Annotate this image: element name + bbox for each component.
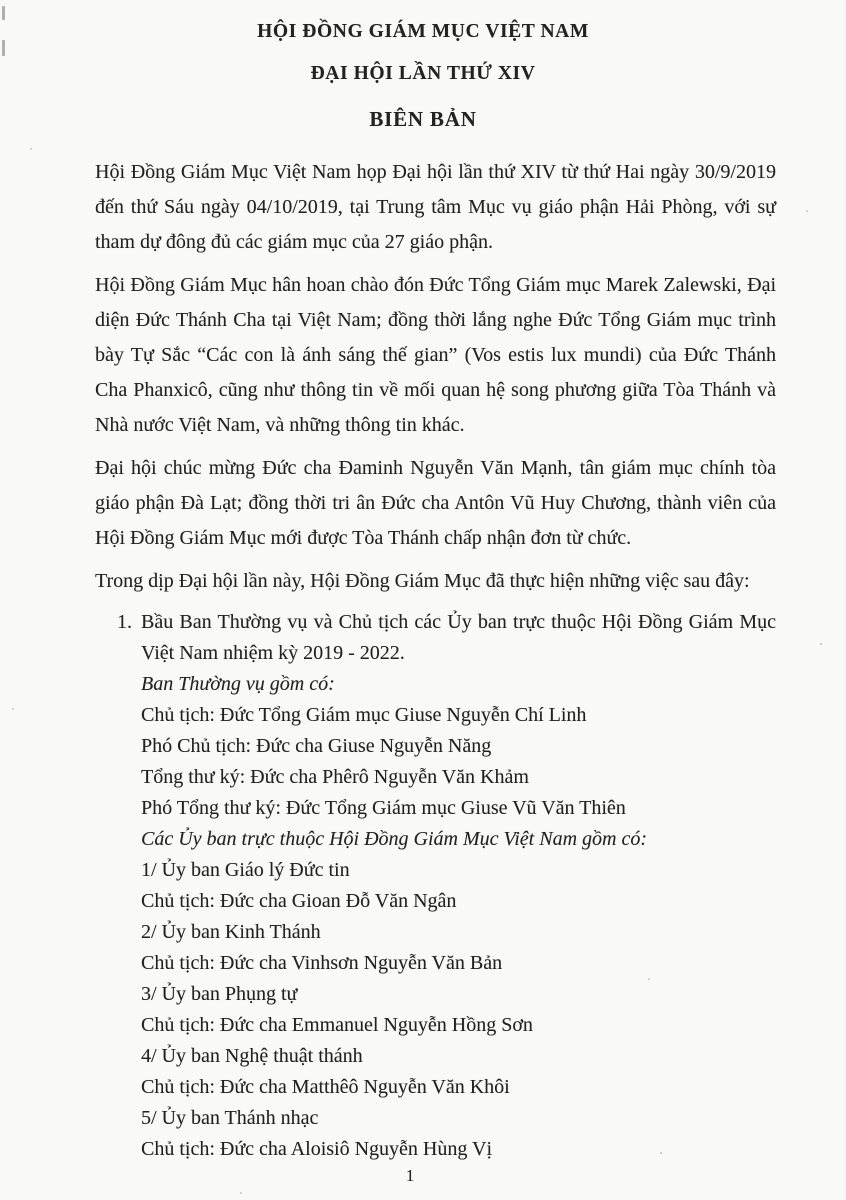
list-line: Chủ tịch: Đức cha Matthêô Nguyễn Văn Khôi xyxy=(141,1076,510,1098)
list-line: Chủ tịch: Đức cha Vinhsơn Nguyễn Văn Bản xyxy=(141,952,503,974)
scan-artifact xyxy=(648,978,650,980)
scan-artifact xyxy=(806,210,808,212)
paragraph-congratulations: Đại hội chúc mừng Đức cha Đaminh Nguyễn Văn Mạnh, tân giám mục chính tòa giáo phận Đà Lạt; đồng thời tri ân Đức cha Antôn Vũ Huy Chương, thành viên của Hội Đồng Giám Mục mới được Tòa Thánh chấp nhận đơn từ chức. xyxy=(95,457,776,549)
list-line: Các Ủy ban trực thuộc Hội Đồng Giám Mục Việt Nam gồm có: xyxy=(141,828,648,850)
list-line: Chủ tịch: Đức cha Aloisiô Nguyễn Hùng Vị xyxy=(141,1138,492,1160)
paragraph-meeting-info: Hội Đồng Giám Mục Việt Nam họp Đại hội lần thứ XIV từ thứ Hai ngày 30/9/2019 đến thứ Sáu ngày 04/10/2019, tại Trung tâm Mục vụ giáo phận Hải Phòng, với sự tham dự đông đủ các giám mục của 27 giáo phận. xyxy=(95,161,776,253)
scan-artifact xyxy=(820,643,822,645)
list-line: Chủ tịch: Đức cha Gioan Đỗ Văn Ngân xyxy=(141,890,457,912)
list-item-body xyxy=(141,607,776,1165)
list-line: 2/ Ủy ban Kinh Thánh xyxy=(141,921,321,943)
list-line: Chủ tịch: Đức cha Emmanuel Nguyễn Hồng Sơn xyxy=(141,1014,533,1036)
scan-artifact xyxy=(2,40,5,56)
assembly-title: ĐẠI HỘI LẦN THỨ XIV xyxy=(310,63,536,84)
agenda-list xyxy=(95,607,776,1165)
list-item-text: Bầu Ban Thường vụ và Chủ tịch các Ủy ban trực thuộc Hội Đồng Giám Mục Việt Nam nhiệm kỳ 2019 - 2022. xyxy=(141,611,776,664)
scan-artifact xyxy=(2,6,5,20)
list-item-number: 1. xyxy=(117,611,132,633)
committee-lines xyxy=(141,669,776,1165)
list-line: 4/ Ủy ban Nghệ thuật thánh xyxy=(141,1045,363,1067)
paragraph-agenda-intro: Trong dịp Đại hội lần này, Hội Đồng Giám Mục đã thực hiện những việc sau đây: xyxy=(95,570,750,592)
scan-artifact xyxy=(660,1152,662,1154)
list-line: Tổng thư ký: Đức cha Phêrô Nguyễn Văn Khảm xyxy=(141,766,529,788)
organization-title: HỘI ĐỒNG GIÁM MỤC VIỆT NAM xyxy=(257,21,589,42)
scan-artifact xyxy=(30,148,32,150)
list-line: 5/ Ủy ban Thánh nhạc xyxy=(141,1107,319,1129)
page-number: 1 xyxy=(405,1166,415,1185)
paragraph-welcome: Hội Đồng Giám Mục hân hoan chào đón Đức Tổng Giám mục Marek Zalewski, Đại diện Đức Thánh Cha tại Việt Nam; đồng thời lắng nghe Đức Tổng Giám mục trình bày Tự Sắc “Các con là ánh sáng thế gian” (Vos estis lux mundi) của Đức Thánh Cha Phanxicô, cũng như thông tin về mối quan hệ song phương giữa Tòa Thánh và Nhà nước Việt Nam, và những thông tin khác. xyxy=(95,274,776,436)
list-line: Chủ tịch: Đức Tổng Giám mục Giuse Nguyễn Chí Linh xyxy=(141,704,587,726)
list-line: 3/ Ủy ban Phụng tự xyxy=(141,983,298,1005)
list-line: Phó Chủ tịch: Đức cha Giuse Nguyễn Năng xyxy=(141,735,492,757)
list-line: Phó Tổng thư ký: Đức Tổng Giám mục Giuse Vũ Văn Thiên xyxy=(141,797,626,819)
list-line: Ban Thường vụ gồm có: xyxy=(141,673,335,695)
document-type-title: BIÊN BẢN xyxy=(369,107,477,131)
document-header xyxy=(0,20,846,133)
list-item-1 xyxy=(95,607,776,1165)
scan-artifact xyxy=(12,708,14,710)
scan-artifact xyxy=(240,1192,242,1194)
list-line: 1/ Ủy ban Giáo lý Đức tin xyxy=(141,859,350,881)
